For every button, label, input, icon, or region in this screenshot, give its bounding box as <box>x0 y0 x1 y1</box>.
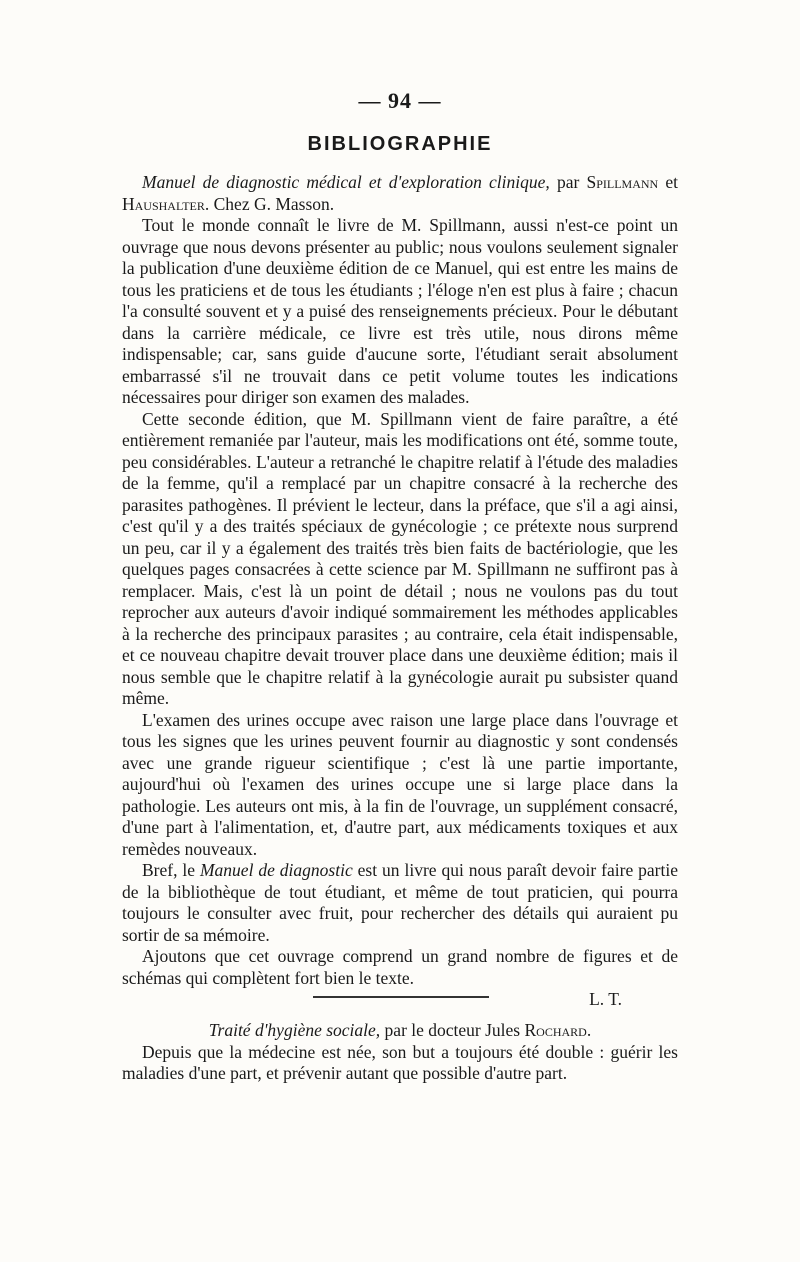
paragraph <box>122 860 678 946</box>
page-number: — 94 — <box>358 88 442 113</box>
author-name: Rochard <box>524 1020 587 1040</box>
heading-by: par le docteur Jules <box>380 1020 525 1040</box>
paragraph: Depuis que la médecine est née, son but a toujours été double : guérir les maladies d'une part, et prévenir autant que possible d'autre part. <box>122 1041 678 1083</box>
reviewer-signature: L. T. <box>589 989 622 1009</box>
paragraph-text: Bref, le <box>142 860 200 880</box>
paragraph-text: est un livre qui nous paraît devoir faire partie de la bibliothèque de tout étudiant, et même de tout praticien, qui pourra toujours le consulter avec fruit, pour rechercher des détails qui auraient pu sortir de sa mémoire. <box>122 860 678 945</box>
heading-and: et <box>658 172 678 192</box>
section-divider <box>313 996 489 998</box>
book-title-inline: Manuel de diagnostic <box>199 860 353 880</box>
publisher: . Chez G. Masson. <box>204 193 335 214</box>
review-manuel-diagnostic <box>122 172 678 1011</box>
review-heading <box>122 1020 678 1042</box>
book-title: Manuel de diagnostic médical et d'exploration clinique, <box>142 172 550 192</box>
paragraph: Cette seconde édition, que M. Spillmann vient de faire paraître, a été entièrement remaniée par l'auteur, mais les modifications ont été, somme toute, peu considérables. L'auteur a retranché le chapitre relatif à l'étude des maladies de la femme, qu'il a remplacé par un chapitre consacré à la recherche des parasites pathogènes. Il prévient le lecteur, dans la préface, que s'il a agi ainsi, c'est qu'il y a des traités spéciaux de gynécologie ; ce prétexte nous surprend un peu, car il y a également des traités très bien faits de bactériologie, que les quelques pages consacrées à cette science par M. Spillmann ne suffiront pas à remplacer. Mais, c'est là un point de détail ; nous ne voulons pas du tout reprocher aux auteurs d'avoir indiqué sommairement les méthodes applicables à la recherche des principaux parasites ; au contraire, cela était indispensable, et ce nouveau chapitre devait trouver place dans une deuxième édition; mais il nous semble que le chapitre relatif à la gynécologie aurait pu subsister quand même. <box>122 408 678 708</box>
review-heading <box>122 172 678 215</box>
paragraph: Tout le monde connaît le livre de M. Spillmann, aussi n'est-ce point un ouvrage que nous devons présenter au public; nous voulons seulement signaler la publication d'une deuxième édition de ce Manuel, qui est entre les mains de tous les praticiens et de tous les étudiants ; l'éloge n'en est plus à faire ; chacun l'a consulté souvent et y a puisé des renseignements précieux. Pour le débutant dans la carrière médicale, ce livre est très utile, nous dirons même indispensable; car, sans guide d'aucune sorte, l'étudiant serait absolument embarrassé s'il ne trouvait dans ce petit volume toutes les indications nécessaires pour diriger son examen des malades. <box>122 215 678 407</box>
book-title: Traité d'hygiène sociale, <box>208 1020 381 1040</box>
review-traite-hygiene <box>122 1020 678 1085</box>
heading-by: par <box>549 172 587 192</box>
section-title: BIBLIOGRAPHIE <box>307 133 493 155</box>
author-name: Spillmann <box>586 172 659 192</box>
paragraph: L'examen des urines occupe avec raison une large place dans l'ouvrage et tous les signes que les urines peuvent fournir au diagnostic y sont condensés avec une grande rigueur scientifique ; c'est là une partie importante, aujourd'hui où l'examen des urines occupe une si large place dans la pathologie. Les auteurs ont mis, à la fin de l'ouvrage, un supplément consacré, d'une part à l'alimentation, et, d'autre part, aux médicaments toxiques et aux remèdes nouveaux. <box>122 709 678 859</box>
heading-end: . <box>586 1020 592 1040</box>
author-name: Haushalter <box>122 193 205 214</box>
paragraph: Ajoutons que cet ouvrage comprend un grand nombre de figures et de schémas qui complètent fort bien le texte. <box>122 946 678 988</box>
